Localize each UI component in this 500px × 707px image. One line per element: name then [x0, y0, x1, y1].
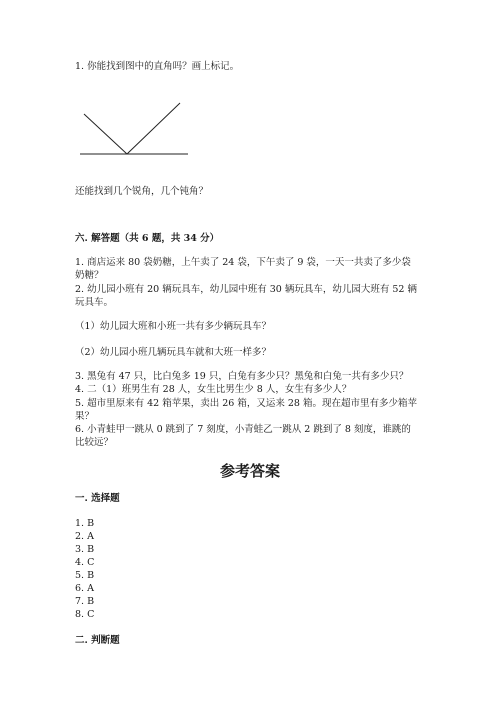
problem-6-line1: 6. 小青蛙甲一跳从 0 跳到了 7 刻度，小青蛙乙一跳从 2 跳到了 8 刻度，谁跳的	[75, 424, 411, 435]
problem-2-sub2: （2）幼儿园小班几辆玩具车就和大班一样多？	[75, 347, 272, 358]
answers-section2-title: 二. 判断题	[75, 635, 120, 646]
answer-item: 8. C	[75, 609, 95, 620]
problem-3: 3. 黑兔有 47 只，比白兔多 19 只，白兔有多少只？黑兔和白兔一共有多少只？	[75, 371, 409, 382]
left-ray	[84, 114, 127, 154]
problem-2-line1: 2. 幼儿园小班有 20 辆玩具车，幼儿园中班有 30 辆玩具车，幼儿园大班有 52 辆	[75, 284, 417, 295]
angle-figure	[75, 96, 195, 160]
problem-5-line2: 果？	[75, 411, 95, 422]
problem-2-sub1: （1）幼儿园大班和小班一共有多少辆玩具车？	[75, 321, 272, 332]
answer-item: 6. A	[75, 583, 94, 594]
problem-6-line2: 比较远？	[75, 437, 114, 448]
section6-title: 六. 解答题（共 6 题，共 34 分）	[75, 233, 220, 244]
problem-4: 4. 二（1）班男生有 28 人，女生比男生少 8 人，女生有多少人？	[75, 384, 352, 395]
answers-section1-title: 一. 选择题	[75, 493, 120, 504]
problem-1-line2: 奶糖？	[75, 270, 104, 281]
right-ray	[127, 103, 180, 154]
answer-item: 1. B	[75, 518, 95, 529]
q1-followup: 还能找到几个锐角，几个钝角？	[75, 186, 209, 197]
answer-item: 2. A	[75, 531, 94, 542]
answer-item: 7. B	[75, 596, 95, 607]
q1-prompt: 1. 你能找到图中的直角吗？画上标记。	[75, 61, 240, 72]
answers-title: 参考答案	[219, 462, 280, 480]
problem-1-line1: 1. 商店运来 80 袋奶糖，上午卖了 24 袋，下午卖了 9 袋，一天一共卖了多少袋	[75, 257, 411, 268]
problem-2-line2: 玩具车。	[75, 297, 114, 308]
problem-5-line1: 5. 超市里原来有 42 箱苹果，卖出 26 箱，又运来 28 箱。现在超市里有多少箱苹	[75, 398, 417, 409]
answer-item: 4. C	[75, 557, 95, 568]
answer-item: 3. B	[75, 544, 95, 555]
answer-item: 5. B	[75, 570, 95, 581]
